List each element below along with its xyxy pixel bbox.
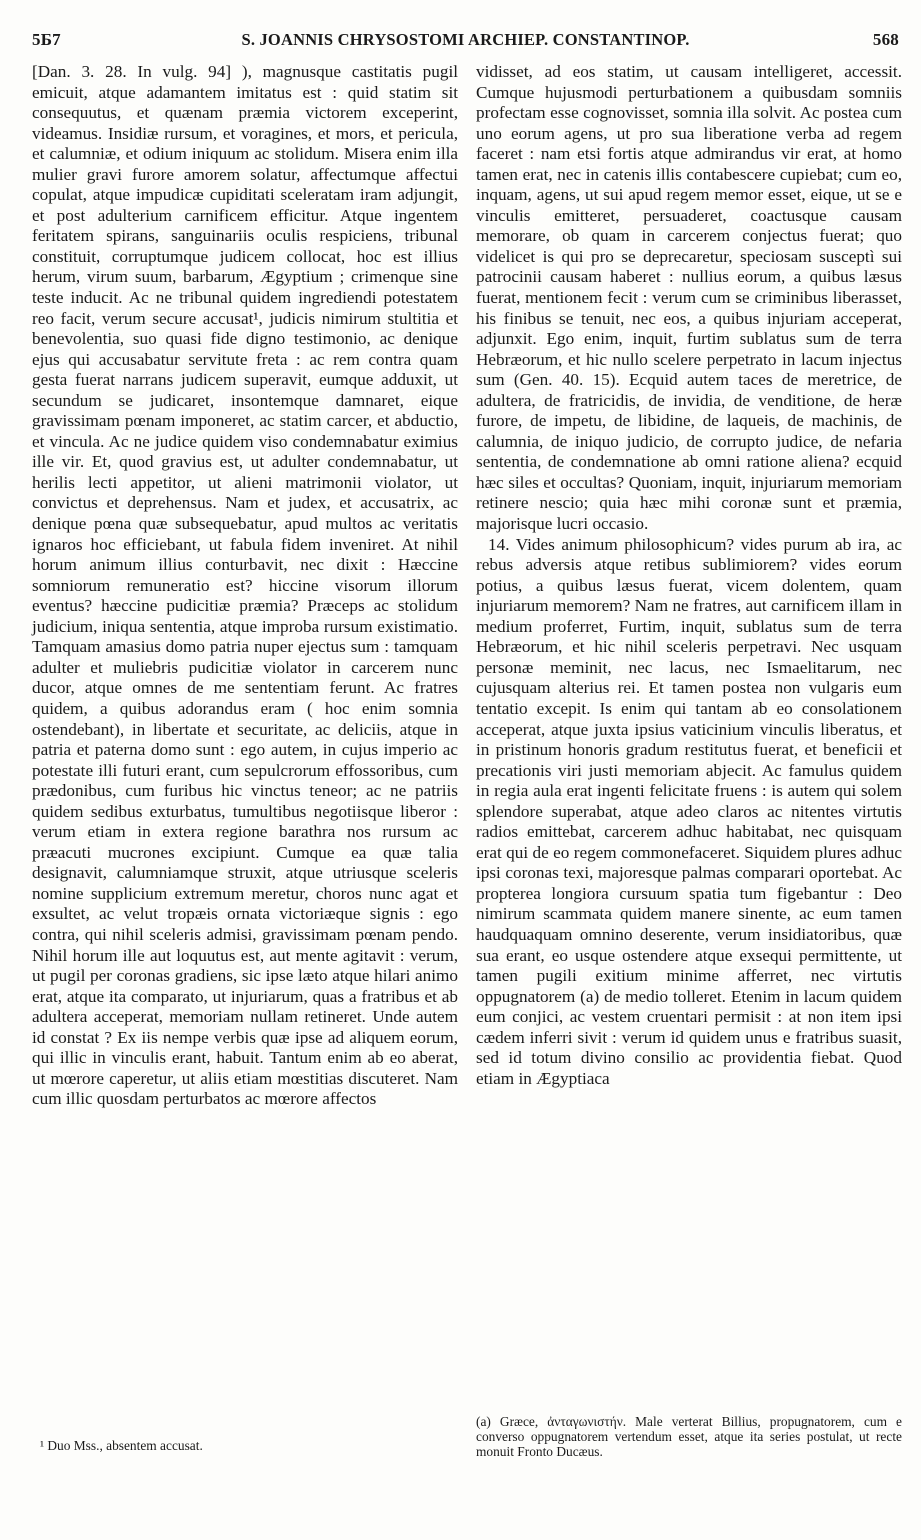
page-number-left: 5Б7 — [32, 30, 61, 49]
left-column — [32, 62, 458, 1110]
page-number-right: 568 — [872, 30, 899, 49]
footnote-left: ¹ Duo Mss., absentem accusat. — [40, 1438, 203, 1453]
footnote-right: (a) Græce, ἀνταγωνιστήν. Male verterat Billius, propugnatorem, cum e converso oppugnatorem vertendum esset, atque ita series postulat, ut recte monuit Fronto Ducæus. — [476, 1414, 902, 1459]
right-column-text-1: vidisset, ad eos statim, ut causam intelligeret, accessit. Cumque hujusmodi perturbationem a quibusdam somniis profectam esse cognovisset, somnia illa solvit. Ac postea cum uno eorum agens, ut pro sua liberatione verba ad regem faceret : nam etsi fortis atque admirandus vir erat, at homo tamen erat, nec in catenis illis contabescere cupiebat; cum eo, inquam, agens, ut sui apud regem memor esset, eique, ut se e vinculis emitteret, persuaderet, coactusque causam memorare, ob quam in carcerem conjectus fuerat; quo videlicet is qui pro se deprecaretur, speciosam susceptì sui patrocinii causam haberet : nullius eorum, a quibus læsus fuerat, mentionem fecit : verum cum se criminibus liberasset, his finibus se tenuit, nec eos, a quibus injuriam acceperat, adjunxit. Ego enim, inquit, furtim sublatus sum de terra Hebræorum, et hic nullo scelere perpetrato in lacum injectus sum (Gen. 40. 15). Ecquid autem taces de meretrice, de adultera, de fratricidis, de invidia, de venditione, de heræ furore, de impetu, de libidine, de laqueis, de machinis, de calumnia, de iniquo judicio, de corrupto judice, de nefaria sententia, de condemnatione ab omni ratione aliena? ecquid hæc siles et occultas? Quoniam, inquit, injuriarum memoriam retinere nescio; quia hæc mihi coronæ sunt et præmia, majorisque lucri occasio. — [476, 62, 902, 534]
running-title: S. JOANNIS CHRYSOSTOMI ARCHIEP. CONSTANTINOP. — [241, 30, 690, 49]
left-column-text: [Dan. 3. 28. In vulg. 94] ), magnusque castitatis pugil emicuit, atque adamantem imitatus est : quid statim sit consequutus, et quænam præmia victorem exceperint, videamus. Insidiæ rursum, et voragines, et mors, et pericula, et calumniæ, et odium iniquum ac stolidum. Misera enim illa mulier gravi furore amorem solatur, affectumque affectui copulat, atque impudicæ cupiditati sceleratam iram adjungit, et post adulterium carnificem efficitur. Atque ingentem feritatem spirans, sanguinariis oculis respiciens, tribunal constituit, corruptumque judicem collocat, hoc est illius herum, virum suum, barbarum, Ægyptium ; crimenque sine teste inducit. Ac ne tribunal quidem ingrediendi potestatem reo facit, verum secure accusat¹, judicis nimirum stultitia et benevolentia, suo quasi fide digno testimonio, ac denique ejus qui accusabatur servitute freta : ac rem contra quam gesta fuerat narrans judicem superavit, eumque adduxit, ut secundum se judicaret, insontemque damnaret, eique gravissimam pœnam imponeret, ac statim carcer, et abductio, et vincula. Ac ne judice quidem viso condemnabatur eximius ille vir. Et, quod gravius est, ut adulter condemnabatur, ut herilis lecti appetitor, ut alieni matrimonii violator, ut convictus et deprehensus. Nam et judex, et accusatrix, ac denique pœna quæ subsequebatur, apud multos ac veritatis ignaros hoc efficiebant, ut fabula fidem inveniret. At nihil horum animum illius conturbavit, nec dixit : Hæccine somniorum remuneratio est? hiccine visorum illorum eventus? hæccine pudicitiæ præmia? Præceps ac stolidum judicium, iniqua sententia, atque improba rursum existimatio. Tamquam amasius domo patria nuper ejectus sum : tamquam adulter et muliebris pudicitiæ violator in carcerem nunc ducor, atque omnes de me sententiam ferunt. Ac fratres quidem, a quibus adorandus eram ( hoc enim somnia ostendebant), in libertate et securitate, ac deliciis, atque in patria et paterna domo sunt : ego autem, in cujus imperio ac potestate illi futuri erant, cum sepulcrorum effossoribus, cum prædonibus, cum furibus hic vinctus teneor; ac ne patriis quidem sedibus exturbatus, tumultibus negotiisque liberor : verum etiam in extera regione barathra nos rursum ac præacuti mucrones excipiunt. Cumque ea quæ talia designavit, calumniamque struxit, atque utriusque sceleris nomine supplicium extremum meretur, choros nunc agat et exsultet, ac velut tropæis ornata victoriæque signis : ego contra, qui nihil sceleris admisi, gravissimam pœnam pendo. Nihil horum ille aut loquutus est, aut mente agitavit : verum, ut pugil per coronas gradiens, sic ipse læto atque hilari animo erat, atque ita comparato, ut injuriarum, quas a fratribus et ab adultera acceperat, memoriam nullam retineret. Unde autem id constat ? Ex iis nempe verbis quæ ipse ad aliquem eorum, qui illic in vinculis erant, habuit. Tantum enim ab eo aberat, ut mœrore caperetur, ut aliis etiam mœstitias discuteret. Nam cum illic quosdam perturbatos ac mœrore affectos — [32, 62, 458, 1109]
running-head — [32, 30, 899, 54]
right-column — [476, 62, 902, 1089]
right-column-text-2: 14. Vides animum philosophicum? vides purum ab ira, ac rebus adversis atque retibus sublimiorem? vides eorum potius, a quibus læsus fuerat, vicem dolentem, quam injuriarum memorem? Nam ne fratres, aut carnificem illam in medium proferret, Furtim, inquit, sublatus sum de terra Hebræorum, et hic nihil sceleris perpetravi. Nec usquam personæ meminit, nec lacus, nec Ismaelitarum, nec cujusquam alterius rei. Et tamen postea non vulgaris eum tentatio excepit. Is enim qui tantam ab eo consolationem acceperat, atque juxta ipsius vaticinium vinculis liberatus, et in pristinum honoris gradum restitutus fuerat, et beneficii et precationis viri justi memoriam abjecit. Ac famulus quidem in regia aula erat ingenti felicitate fruens : is autem qui solem splendore superabat, atque adeo claros ac nitentes virtutis radios emittebat, carcerem adhuc habitabat, nec quisquam erat qui de eo regem commonefaceret. Siquidem plures adhuc ipsi coronas texi, majoresque palmas comparari oportebat. Ac propterea longiora cursuum spatia tum figebantur : Deo nimirum scammata quidem manere sinente, ac eum tamen haudquaquam omnino deserente, verum insidiatoribus, quæ sua erant, eo usque ostendere atque exsequi permittente, ut tamen pugili exitium minime afferret, nec virtutis oppugnatorem (a) de medio tolleret. Etenim in lacum quidem eum conjici, ac vestem cruentari permisit : at non item ipsi cædem inferri sivit : verum id quidem unus e fratribus suasit, sed id totum divino consilio ac providentia fiebat. Quod etiam in Ægyptiaca — [476, 534, 902, 1088]
